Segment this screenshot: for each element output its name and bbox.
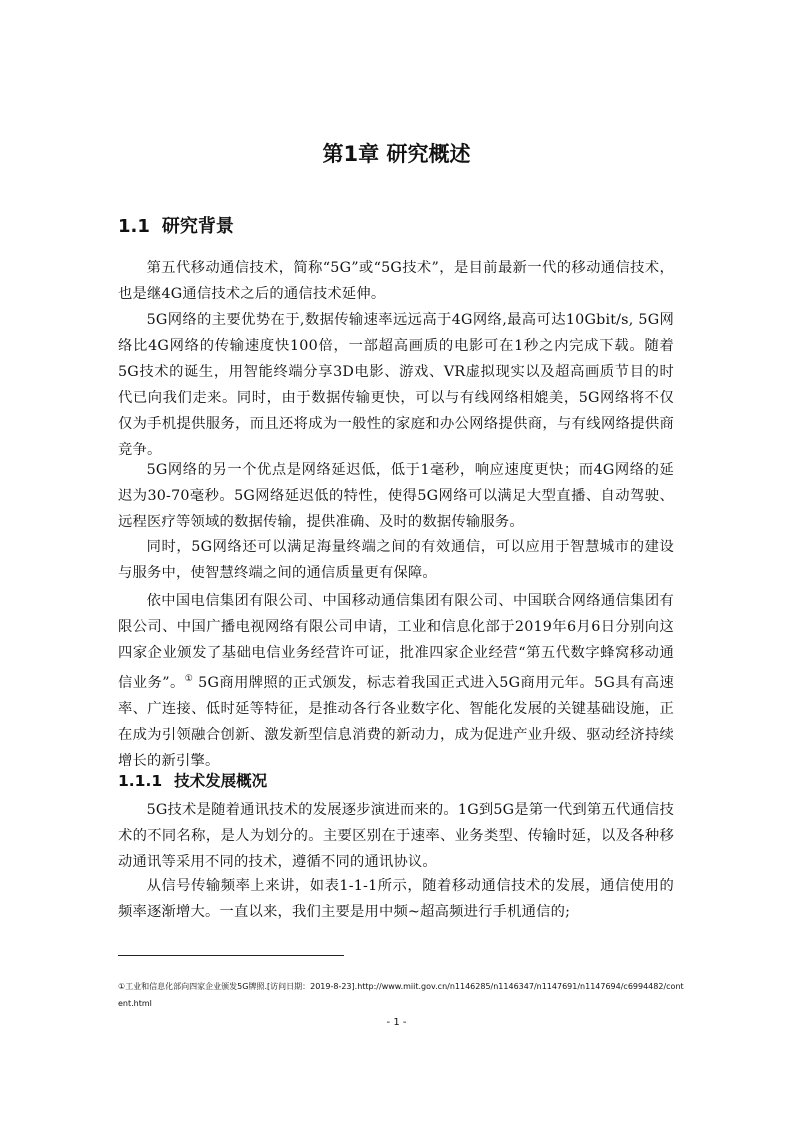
subsection-number: 1.1.1: [118, 772, 163, 790]
section-heading: [118, 212, 234, 238]
paragraph-frequency: 从信号传输频率上来讲，如表1-1-1所示，随着移动通信技术的发展，通信使用的频率逐渐增大。一直以来，我们主要是用中频~超高频进行手机通信的;: [118, 878, 674, 920]
footnote-text: ①工业和信息化部向四家企业颁发5G牌照.[访问日期：2019-8-23].http://www.miit.gov.cn/n1146285/n1146347/n1147691/n1147694/c6994482/content.html: [118, 982, 684, 1008]
subsection-title: 技术发展概况: [174, 772, 268, 790]
subsection-heading: [118, 769, 267, 791]
page-number: - 1 -: [386, 1017, 407, 1028]
footnote-reference[interactable]: ①: [184, 674, 194, 684]
paragraph-tech-evolution: 5G技术是随着通讯技术的发展逐步演进而来的。1G到5G是第一代到第五代通信技术的不同名称，是人为划分的。主要区别在于速率、业务类型、传输时延，以及各种移动通讯等采用不同的技术，遵循不同的通讯协议。: [118, 802, 674, 870]
paragraph-5g-latency: 5G网络的另一个优点是网络延迟低，低于1毫秒，响应速度更快；而4G网络的延迟为30-70毫秒。5G网络延迟低的特性，使得5G网络可以满足大型直播、自动驾驶、远程医疗等领域的数据传输，提供准确、及时的数据传输服务。: [118, 462, 674, 530]
chapter-title: 第1章 研究概述: [322, 142, 471, 166]
paragraph-5g-license: [118, 588, 674, 774]
paragraph-5g-speed: 5G网络的主要优势在于,数据传输速率远远高于4G网络,最高可达10Gbit/s, 5G网络比4G网络的传输速度快100倍，一部超高画质的电影可在1秒之内完成下载。随着5G技术的诞生，用智能终端分享3D电影、游戏、VR虚拟现实以及超高画质节目的时代已向我们走来。同时，由于数据传输更快，可以与有线网络相媲美，5G网络将不仅仅为手机提供服务，而且还将成为一般性的家庭和办公网络提供商，与有线网络提供商竞争。: [118, 312, 674, 458]
paragraph-5g-intro: 第五代移动通信技术，简称“5G”或“5G技术”，是目前最新一代的移动通信技术，也是继4G通信技术之后的通信技术延伸。: [118, 260, 674, 302]
footnote-divider: [118, 955, 344, 956]
paragraph-5g-terminals: 同时，5G网络还可以满足海量终端之间的有效通信，可以应用于智慧城市的建设与服务中，使智慧终端之间的通信质量更有保障。: [118, 539, 674, 581]
license-text-after-note: 5G商用牌照的正式颁发，标志着我国正式进入5G商用元年。5G具有高速率、广连接、低时延等特征，是推动各行各业数字化、智能化发展的关键基础设施，正在成为引领融合创新、激发新型信息消费的新动力，成为促进产业升级、驱动经济持续增长的新引擎。: [118, 674, 674, 769]
license-text-before-note: 依中国电信集团有限公司、中国移动通信集团有限公司、中国联合网络通信集团有限公司、中国广播电视网络有限公司申请，工业和信息化部于2019年6月6日分别向这四家企业颁发了基础电信业务经营许可证，批准四家企业经营“第五代数字蜂窝移动通信业务”。: [118, 593, 674, 691]
section-number: 1.1: [118, 216, 150, 237]
section-title: 研究背景: [161, 216, 234, 237]
